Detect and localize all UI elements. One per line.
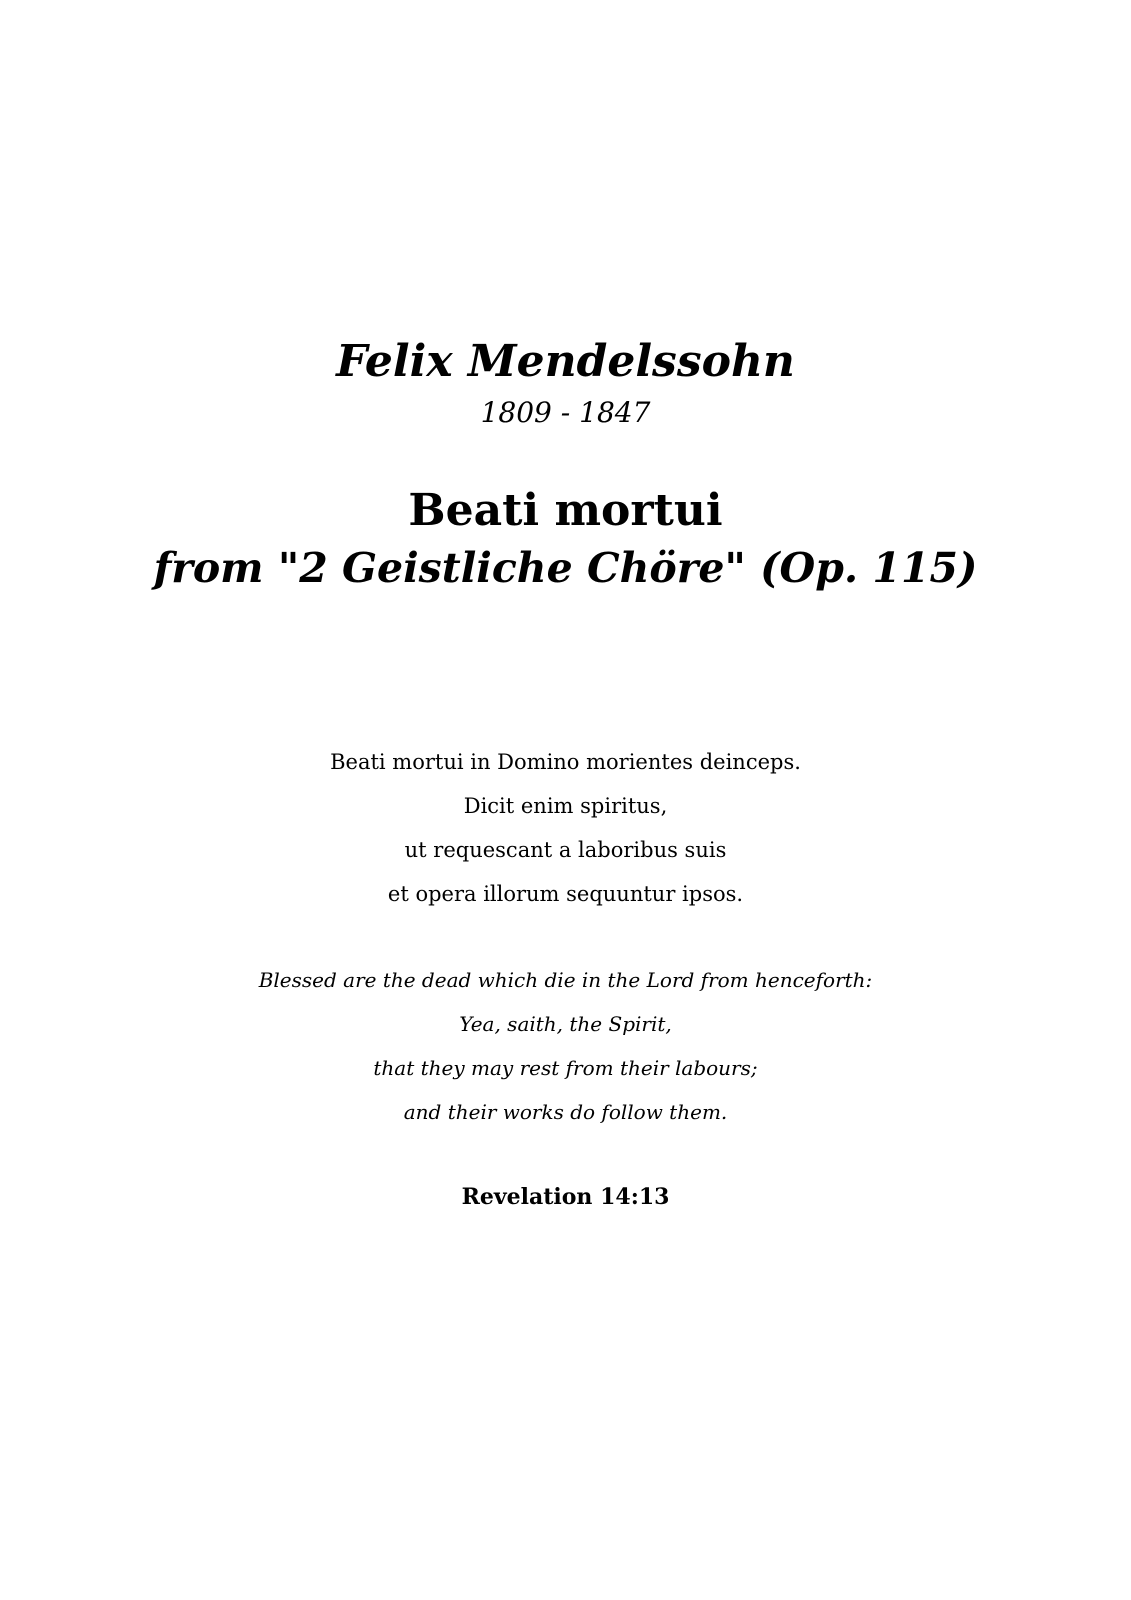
english-line: Blessed are the dead which die in the Lord from henceforth: <box>258 968 873 992</box>
latin-line: Dicit enim spiritus, <box>463 794 668 818</box>
scripture-reference: Revelation 14:13 <box>461 1184 670 1210</box>
work-subtitle: from "2 Geistliche Chöre" (Op. 115) <box>153 544 978 592</box>
composer-dates: 1809 - 1847 <box>480 396 651 429</box>
english-line: and their works do follow them. <box>403 1100 728 1124</box>
english-line: Yea, saith, the Spirit, <box>459 1012 672 1036</box>
latin-line: ut requescant a laboribus suis <box>404 838 727 862</box>
latin-line: Beati mortui in Domino morientes deinceps. <box>330 750 801 774</box>
work-title: Beati mortui <box>408 485 723 536</box>
composer-name: Felix Mendelssohn <box>336 336 795 387</box>
english-line: that they may rest from their labours; <box>373 1056 758 1080</box>
latin-line: et opera illorum sequuntur ipsos. <box>387 882 744 906</box>
